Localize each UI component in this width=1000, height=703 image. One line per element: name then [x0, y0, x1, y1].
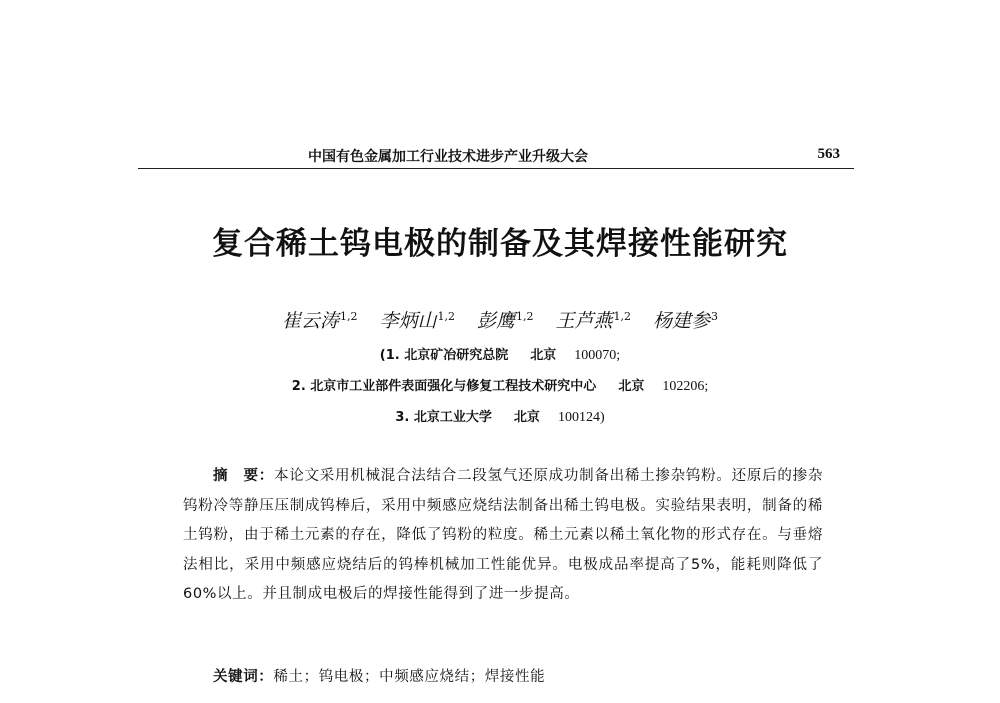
- affiliation-zip: 100070;: [574, 348, 621, 363]
- author: [477, 306, 534, 333]
- affiliation-number: 2.: [291, 379, 306, 394]
- author-name: 王芦燕: [555, 310, 613, 332]
- affiliation-city: 北京: [530, 348, 557, 363]
- conference-name: 中国有色金属加工行业技术进步产业升级大会: [308, 149, 588, 165]
- keywords-label: 关键词：: [213, 669, 274, 685]
- abstract: [183, 462, 823, 610]
- abstract-text: 本论文采用机械混合法结合二段氢气还原成功制备出稀土掺杂钨粉。还原后的掺杂钨粉冷等静压压制成钨棒后，采用中频感应烧结法制备出稀土钨电极。实验结果表明，制备的稀土钨粉，由于稀土元素的存在，降低了钨粉的粒度。稀土元素以稀土氧化物的形式存在。与垂熔法相比，采用中频感应烧结后的钨棒机械加工性能优异。电极成品率提高了5%，能耗则降低了60%以上。并且制成电极后的焊接性能得到了进一步提高。: [183, 468, 823, 602]
- affiliation-org: 北京市工业部件表面强化与修复工程技术研究中心: [310, 379, 597, 394]
- running-header: [138, 142, 854, 169]
- author: [379, 306, 455, 333]
- affiliation-number: 3.: [395, 410, 410, 425]
- affiliation-number: (1.: [379, 348, 400, 363]
- paper-title: 复合稀土钨电极的制备及其焊接性能研究: [212, 226, 788, 262]
- affiliation-city: 北京: [618, 379, 645, 394]
- author: [556, 306, 632, 333]
- author-affiliation-mark: 1,2: [437, 310, 455, 323]
- page-number: 563: [817, 146, 840, 162]
- author-affiliation-mark: 1,2: [339, 310, 358, 323]
- author-name: 李炳山: [379, 310, 437, 332]
- keywords-text: 稀土；钨电极；中频感应烧结；焊接性能: [273, 669, 546, 685]
- affiliation-org: 北京矿冶研究总院: [404, 348, 509, 363]
- author-list: [0, 306, 1000, 333]
- author-affiliation-mark: 1,2: [516, 310, 534, 323]
- keywords: [213, 665, 545, 686]
- author-name: 彭鹰: [476, 310, 515, 332]
- affiliation: [0, 375, 1000, 395]
- affiliation: [0, 344, 1000, 364]
- author-affiliation-mark: 1,2: [613, 310, 632, 323]
- author: [282, 306, 358, 333]
- author-affiliation-mark: 3: [711, 310, 719, 323]
- affiliation: [0, 406, 1000, 426]
- affiliation-org: 北京工业大学: [413, 410, 492, 425]
- affiliation-city: 北京: [513, 410, 540, 425]
- author-name: 杨建参: [653, 310, 711, 332]
- author-name: 崔云涛: [281, 310, 339, 332]
- abstract-label: 摘 要：: [213, 468, 275, 484]
- author: [653, 306, 718, 333]
- affiliation-zip: 102206;: [662, 379, 709, 394]
- affiliation-zip: 100124): [557, 410, 605, 425]
